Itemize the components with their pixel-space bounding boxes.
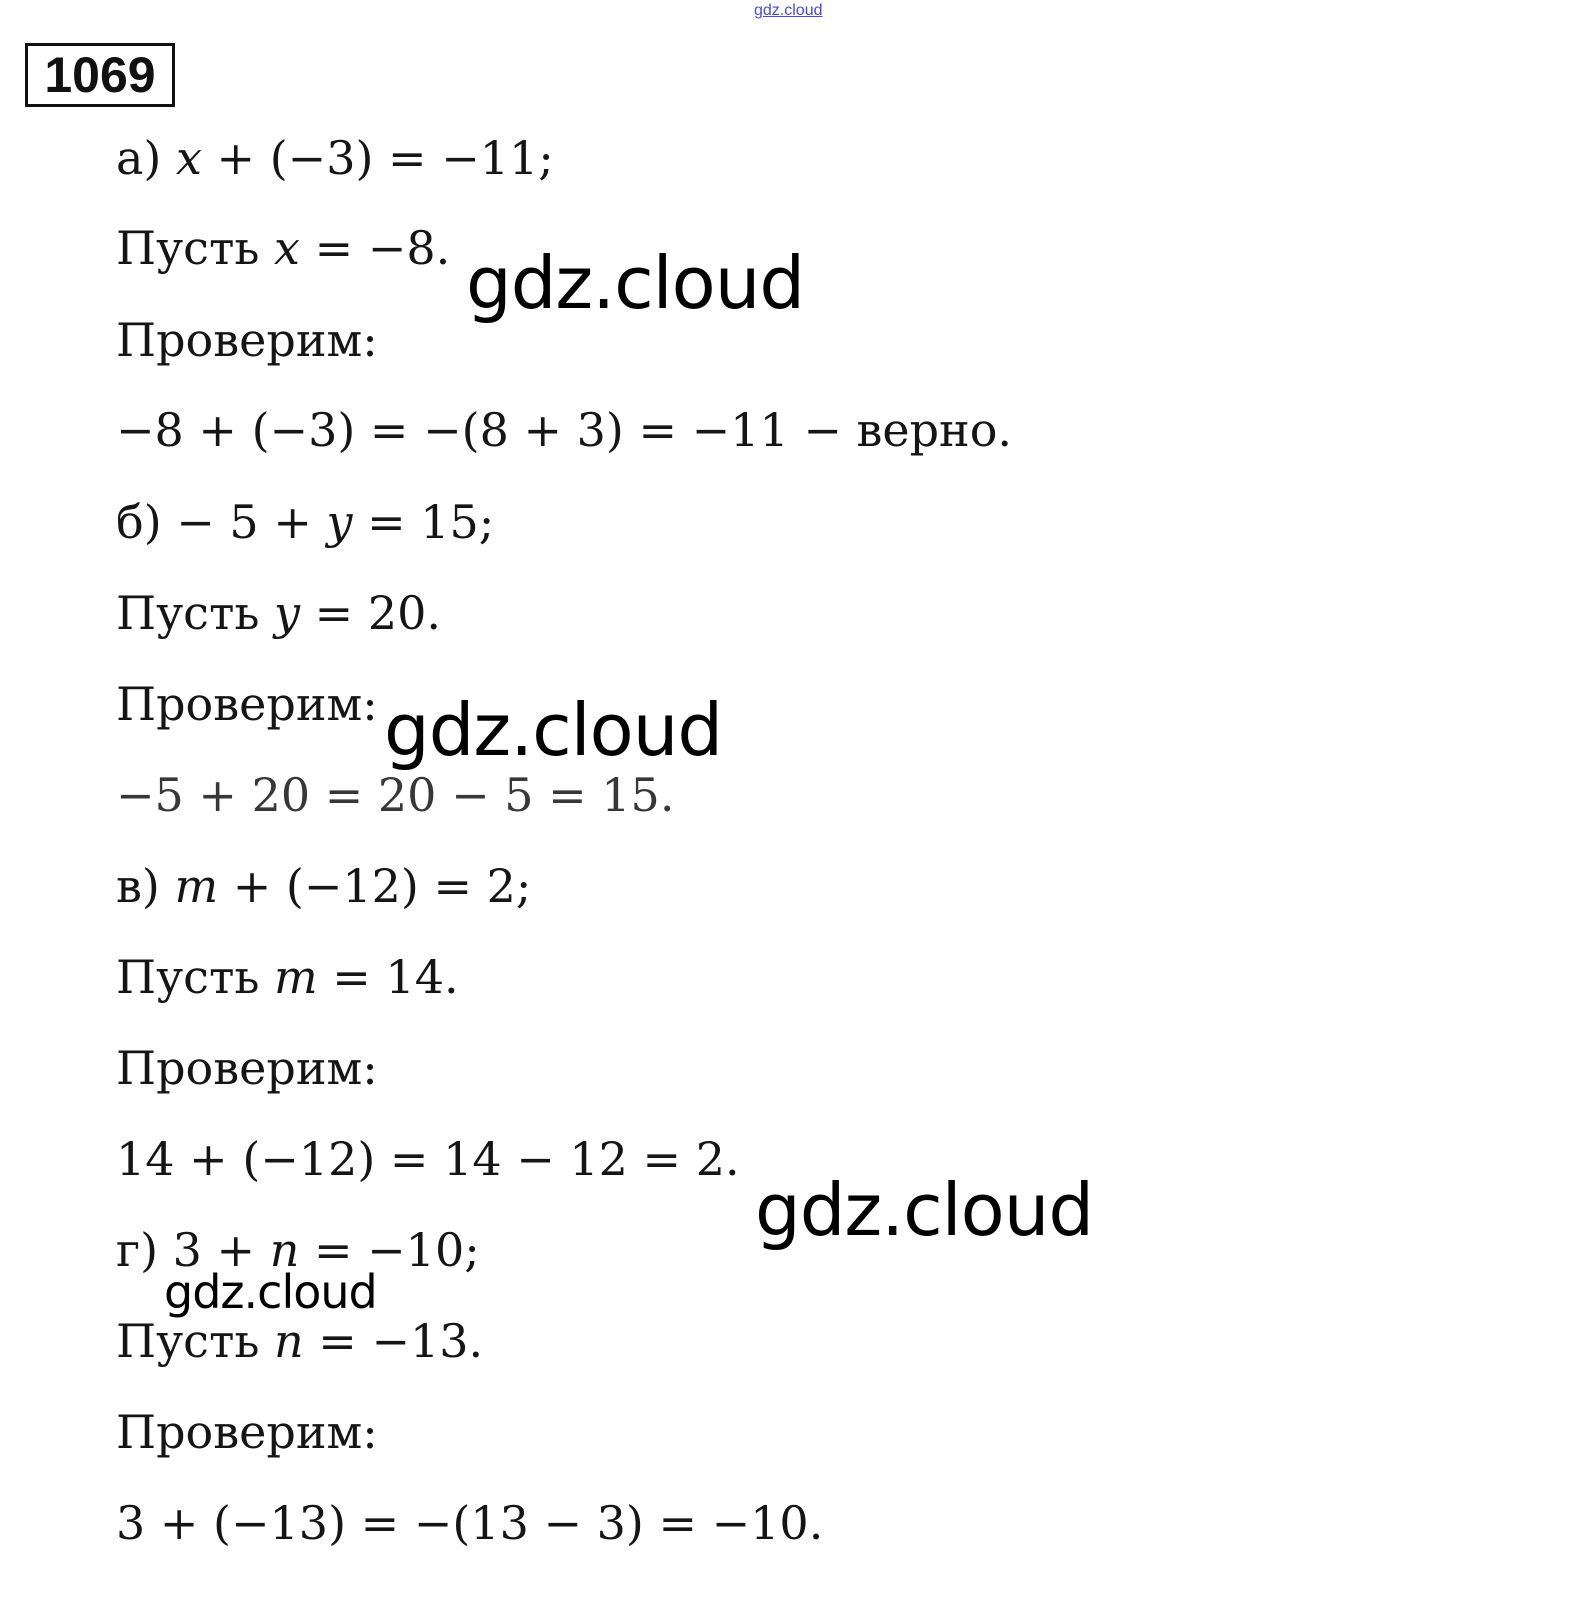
part-b-assume: Пусть 𝑦 = 20.: [116, 586, 441, 640]
watermark-logo: gdz.cloud: [466, 241, 805, 325]
part-b-equation: б) − 5 + 𝑦 = 15;: [116, 495, 495, 549]
part-v-check-label: Проверим:: [116, 1041, 378, 1095]
part-g-check: 3 + (−13) = −(13 − 3) = −10.: [116, 1496, 824, 1550]
watermark-logo: gdz.cloud: [755, 1168, 1094, 1252]
part-g-assume: Пусть 𝑛 = −13.: [116, 1314, 484, 1368]
part-a-assume: Пусть 𝑥 = −8.: [116, 221, 451, 275]
part-a-equation: а) 𝑥 + (−3) = −11;: [116, 131, 554, 185]
part-g-check-label: Проверим:: [116, 1405, 378, 1459]
site-watermark-top: gdz.cloud: [754, 2, 823, 19]
part-v-equation: в) 𝑚 + (−12) = 2;: [116, 859, 532, 913]
part-b-check: −5 + 20 = 20 − 5 = 15.: [116, 768, 675, 822]
task-number-box: 1069: [25, 43, 175, 107]
part-g-equation: г) 3 + 𝑛 = −10;: [116, 1223, 480, 1277]
watermark-logo: gdz.cloud: [164, 1265, 377, 1319]
part-a-check-label: Проверим:: [116, 313, 378, 367]
part-a-check: −8 + (−3) = −(8 + 3) = −11 − верно.: [116, 403, 1013, 457]
part-v-check: 14 + (−12) = 14 − 12 = 2.: [116, 1132, 740, 1186]
watermark-logo: gdz.cloud: [384, 688, 723, 772]
part-v-assume: Пусть 𝑚 = 14.: [116, 950, 459, 1004]
part-b-check-label: Проверим:: [116, 677, 378, 731]
